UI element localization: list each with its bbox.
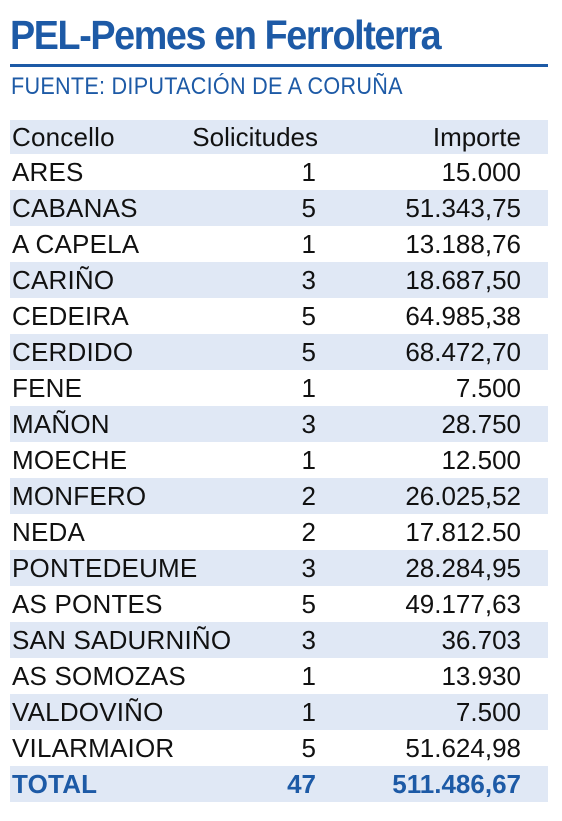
table-row [10, 478, 548, 514]
cell-importe: 7.500 [455, 372, 521, 403]
page-title: PEL-Pemes en Ferrolterra [10, 12, 441, 58]
cell-solicitudes: 3 [301, 408, 316, 439]
table-row [10, 730, 548, 766]
cell-concello: ARES [12, 156, 84, 187]
cell-solicitudes: 5 [301, 336, 316, 367]
cell-solicitudes: 2 [301, 516, 316, 547]
table-row [10, 550, 548, 586]
cell-concello: MOECHE [12, 444, 128, 475]
cell-solicitudes: 5 [301, 300, 316, 331]
cell-solicitudes: 5 [301, 588, 316, 619]
cell-solicitudes: 3 [301, 624, 316, 655]
cell-concello: FENE [12, 372, 83, 403]
cell-concello: MAÑON [12, 408, 110, 439]
table-row [10, 190, 548, 226]
cell-concello: A CAPELA [12, 228, 140, 259]
cell-concello: AS SOMOZAS [12, 660, 186, 691]
total-importe: 511.486,67 [392, 768, 521, 799]
cell-solicitudes: 1 [301, 372, 316, 403]
cell-importe: 12.500 [441, 444, 521, 475]
table-row [10, 298, 548, 334]
cell-concello: CERDIDO [12, 336, 134, 367]
cell-importe: 18.687,50 [405, 264, 521, 295]
table-body [10, 154, 548, 766]
cell-concello: CEDEIRA [12, 300, 129, 331]
cell-concello: CARIÑO [12, 264, 115, 295]
cell-importe: 28.284,95 [405, 552, 521, 583]
table-row [10, 586, 548, 622]
cell-importe: 68.472,70 [405, 336, 521, 367]
data-table [10, 120, 548, 802]
cell-importe: 17.812.50 [405, 516, 521, 547]
table-row [10, 154, 548, 190]
cell-solicitudes: 1 [301, 660, 316, 691]
table-row [10, 514, 548, 550]
total-row [10, 766, 548, 802]
column-header-concello: Concello [12, 121, 115, 152]
cell-concello: CABANAS [12, 192, 138, 223]
cell-concello: PONTEDEUME [12, 552, 198, 583]
total-label: TOTAL [12, 768, 98, 799]
cell-solicitudes: 1 [301, 156, 316, 187]
cell-solicitudes: 5 [301, 732, 316, 763]
table-row [10, 262, 548, 298]
cell-importe: 51.343,75 [405, 192, 521, 223]
column-header-solicitudes: Solicitudes [192, 121, 318, 152]
cell-concello: NEDA [12, 516, 86, 547]
table-header [10, 120, 548, 154]
table-row [10, 226, 548, 262]
title-divider [10, 64, 548, 67]
table-row [10, 334, 548, 370]
table-row [10, 442, 548, 478]
cell-concello: VILARMAIOR [12, 732, 175, 763]
source-subtitle: FUENTE: DIPUTACIÓN DE A CORUÑA [11, 73, 403, 100]
cell-importe: 28.750 [441, 408, 521, 439]
cell-importe: 64.985,38 [405, 300, 521, 331]
cell-importe: 51.624,98 [405, 732, 521, 763]
cell-importe: 26.025,52 [405, 480, 521, 511]
cell-importe: 49.177,63 [405, 588, 521, 619]
cell-concello: VALDOVIÑO [12, 696, 164, 727]
cell-concello: MONFERO [12, 480, 147, 511]
cell-solicitudes: 5 [301, 192, 316, 223]
total-solicitudes: 47 [287, 768, 316, 799]
table-row [10, 622, 548, 658]
cell-importe: 13.930 [441, 660, 521, 691]
table-row [10, 694, 548, 730]
cell-concello: SAN SADURNIÑO [12, 624, 232, 655]
cell-solicitudes: 1 [301, 696, 316, 727]
cell-importe: 36.703 [441, 624, 521, 655]
cell-solicitudes: 1 [301, 228, 316, 259]
cell-concello: AS PONTES [12, 588, 163, 619]
cell-solicitudes: 3 [301, 264, 316, 295]
cell-solicitudes: 3 [301, 552, 316, 583]
table-row [10, 370, 548, 406]
column-header-importe: Importe [432, 121, 521, 152]
cell-solicitudes: 2 [301, 480, 316, 511]
cell-importe: 15.000 [441, 156, 521, 187]
cell-importe: 7.500 [455, 696, 521, 727]
table-row [10, 658, 548, 694]
table-row [10, 406, 548, 442]
cell-importe: 13.188,76 [405, 228, 521, 259]
cell-solicitudes: 1 [301, 444, 316, 475]
